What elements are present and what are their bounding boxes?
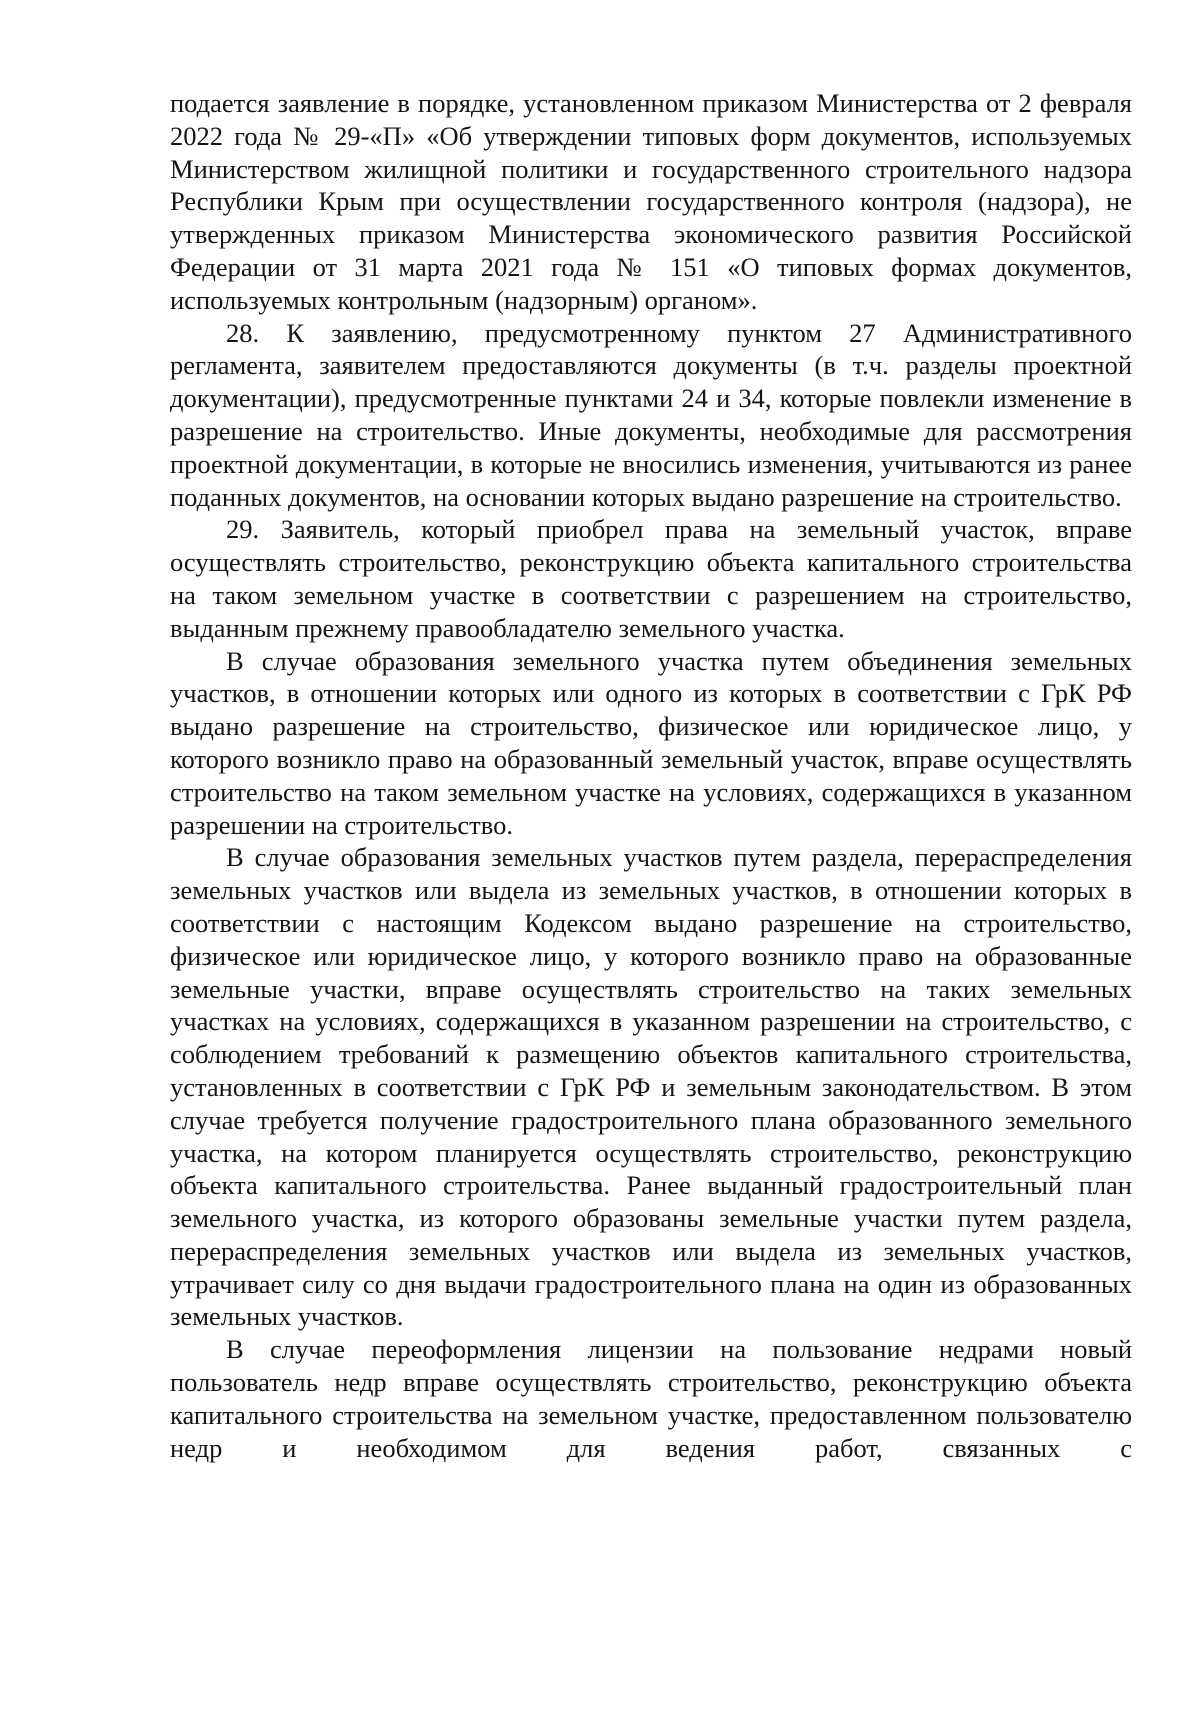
document-page xyxy=(170,87,1132,1647)
paragraph-merged-plots: В случае образования земельного участка путем объединения земельных участков, в отношении которых или одного из которых в соответствии с ГрК РФ выдано разрешение на строительство, физическое или юридическое лицо, у которого возникло право на образованный земельный участок, вправе осуществлять строительство на таком земельном участке на условиях, содержащихся в указанном разрешении на строительство. xyxy=(170,645,1132,840)
paragraph-subsoil-license: В случае переоформления лицензии на пользование недрами новый пользователь недр вправе осуществлять строительство, реконструкцию объекта капитального строительства на земельном участке, предоставленном пользователю недр и необходимом для ведения работ, связанных с xyxy=(170,1334,1132,1463)
paragraph-divided-plots: В случае образования земельных участков путем раздела, перераспределения земельных участков или выдела из земельных участков, в отношении которых в соответствии с настоящим Кодексом выдано разрешение на строительство, физическое или юридическое лицо, у которого возникло право на образованные земельные участки, вправе осуществлять строительство на таких земельных участках на условиях, содержащихся в указанном разрешении на строительство, с соблюдением требований к размещению объектов капитального строительства, установленных в соответствии с ГрК РФ и земельным законодательством. В этом случае требуется получение градостроительного плана образованного земельного участка, на котором планируется осуществлять строительство, реконструкцию объекта капитального строительства. Ранее выданный градостроительный план земельного участка, из которого образованы земельные участки путем раздела, перераспределения земельных участков или выдела из земельных участков, утрачивает силу со дня выдачи градостроительного плана на один из образованных земельных участков. xyxy=(170,842,1132,1332)
paragraph-28: 28. К заявлению, предусмотренному пунктом 27 Административного регламента, заявителем предоставляются документы (в т.ч. разделы проектной документации), предусмотренные пунктами 24 и 34, которые повлекли изменение в разрешение на строительство. Иные документы, необходимые для рассмотрения проектной документации, в которые не вносились изменения, учитываются из ранее поданных документов, на основании которых выдано разрешение на строительство. xyxy=(170,317,1132,512)
paragraph-29: 29. Заявитель, который приобрел права на земельный участок, вправе осуществлять строительство, реконструкцию объекта капитального строительства на таком земельном участке в соответствии с разрешением на строительство, выданным прежнему правообладателю земельного участка. xyxy=(170,514,1132,643)
paragraph-application-order: подается заявление в порядке, установленном приказом Министерства от 2 февраля 2022 года № 29-«П» «Об утверждении типовых форм документов, используемых Министерством жилищной политики и государственного строительного надзора Республики Крым при осуществлении государственного контроля (надзора), не утвержденных приказом Министерства экономического развития Российской Федерации от 31 марта 2021 года № 151 «О типовых формах документов, используемых контрольным (надзорным) органом». xyxy=(170,88,1132,315)
